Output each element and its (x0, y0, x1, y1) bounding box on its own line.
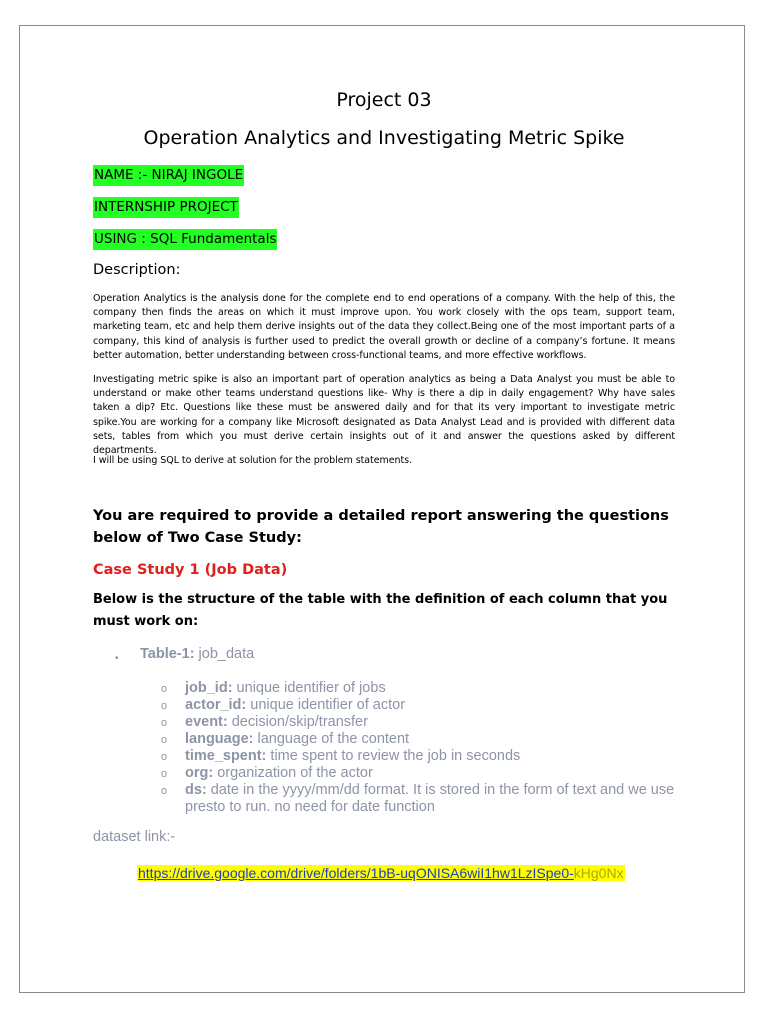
column-name: time_spent: (185, 748, 267, 764)
internship-highlight: INTERNSHIP PROJECT (93, 197, 239, 218)
report-heading: You are required to provide a detailed report answering the questions below of Two Case Study: (93, 508, 669, 546)
circle-bullet-icon: o (161, 785, 168, 797)
list-item (161, 782, 701, 816)
column-name: org: (185, 765, 214, 781)
project-number: Project 03 (336, 89, 432, 111)
list-item (161, 748, 701, 765)
dataset-link-line (137, 864, 625, 883)
column-name: actor_id: (185, 697, 247, 713)
column-desc: organization of the actor (213, 765, 373, 781)
column-desc: time spent to review the job in seconds (266, 748, 521, 764)
circle-bullet-icon: o (161, 768, 168, 780)
circle-bullet-icon: o (161, 717, 168, 729)
description-paragraph-1: Operation Analytics is the analysis done for the complete end to end operations of a company. With the help of this, the company then finds the areas on which it must improve upon. You work closely with the ops team, support team, marketing team, etc and help them derive insights out of the data they collect.Being one of the most important parts of a company, this kind of analysis is further used to predict the overall growth or decline of a company’s fortune. It means better automation, better understanding between cross-functional teams, and more effective workflows. (93, 293, 675, 361)
using-highlight: USING : SQL Fundamentals (93, 229, 277, 250)
column-name: job_id: (185, 680, 233, 696)
dataset-label: dataset link:- (93, 829, 176, 845)
description-paragraph-3: I will be using SQL to derive at solution for the problem statements. (93, 455, 413, 466)
list-item (161, 765, 701, 782)
circle-bullet-icon: o (161, 683, 168, 695)
structure-heading: Below is the structure of the table with the definition of each column that you must work on: (93, 592, 668, 629)
list-item (161, 697, 701, 714)
column-name: event: (185, 714, 228, 730)
description-heading: Description: (93, 262, 181, 278)
list-item (161, 731, 701, 748)
column-desc: unique identifier of actor (246, 697, 406, 713)
case-study-heading: Case Study 1 (Job Data) (93, 562, 288, 578)
dataset-link-rest: kHg0Nx (573, 865, 624, 881)
circle-bullet-icon: o (161, 700, 168, 712)
table-bullet (115, 648, 119, 666)
dataset-link[interactable]: https://drive.google.com/drive/folders/1bB-uqONISA6wiI1hw1LzISpe0- (138, 865, 574, 881)
name-highlight: NAME :- NIRAJ INGOLE (93, 165, 244, 186)
column-desc: date in the yyyy/mm/dd format. It is stored in the form of text and we use presto to run. no need for date function (185, 782, 675, 815)
column-desc: decision/skip/transfer (227, 714, 368, 730)
dataset-link-highlight (137, 865, 625, 881)
name-line (93, 165, 244, 186)
column-desc: unique identifier of jobs (232, 680, 386, 696)
column-name: language: (185, 731, 254, 747)
list-item (161, 714, 701, 731)
table-label-line (140, 646, 254, 662)
internship-line (93, 197, 239, 218)
table-label: Table-1: (140, 646, 195, 662)
column-name: ds: (185, 782, 207, 798)
using-line (93, 229, 277, 250)
list-item (161, 680, 701, 697)
circle-bullet-icon: o (161, 734, 168, 746)
circle-bullet-icon: o (161, 751, 168, 763)
page-title: Operation Analytics and Investigating Metric Spike (143, 127, 625, 149)
column-desc: language of the content (253, 731, 410, 747)
column-list (161, 680, 701, 816)
table-name: job_data (194, 646, 255, 662)
bullet-dot-icon: • (115, 653, 119, 664)
description-paragraph-2: Investigating metric spike is also an important part of operation analytics as being a Data Analyst you must be able to understand or make other teams understand questions like- Why is there a dip in daily engagement? Why have sales taken a dip? Etc. Questions like these must be answered daily and for that its very important to investigate metric spike.You are working for a company like Microsoft designated as Data Analyst Lead and is provided with different data sets, tables from which you must derive certain insights out of it and answer the questions asked by different departments. (93, 374, 675, 457)
